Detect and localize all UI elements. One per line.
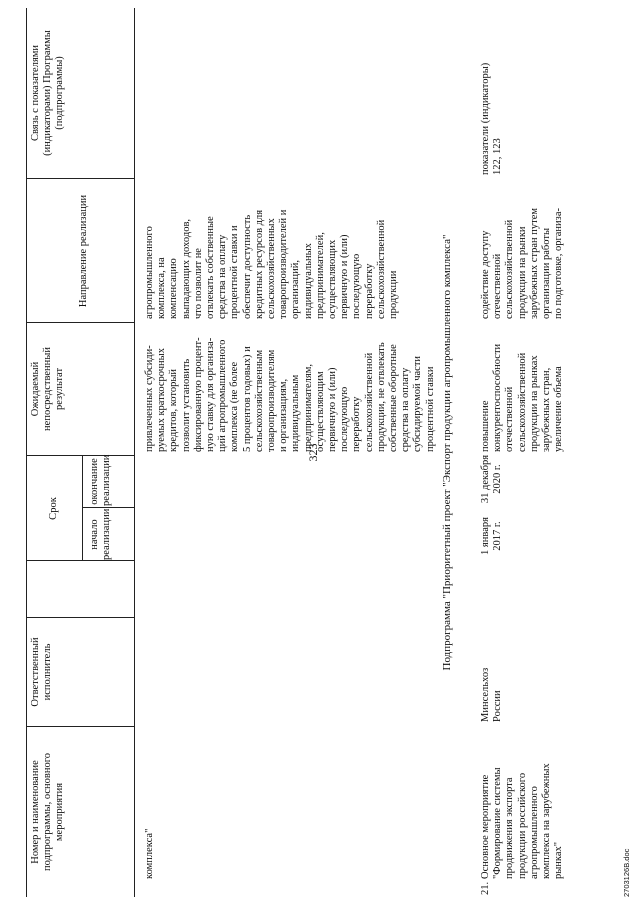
direction-line: средства на оплату [217, 234, 229, 319]
result-line: товаропроизводителям [266, 349, 278, 452]
direction-line: товаропроизводителей и [278, 209, 290, 319]
result-line: руемых краткосрочных [156, 348, 168, 452]
col-divider-1 [26, 726, 134, 727]
prev-row-direction [144, 210, 400, 319]
subprogram-title: Подпрограмма "Приоритетный проект "Экспорт продукции агропромышленного комплекса" [441, 234, 453, 671]
result-line: осуществляющим [314, 371, 326, 452]
name-line: "Формирование системы [492, 767, 504, 879]
table-top-border [26, 8, 27, 897]
result-line: первичную и (или) [327, 367, 339, 452]
link-line: показатели (индикаторы) [480, 62, 491, 175]
row21-direction [480, 208, 565, 319]
direction-line: последующую [351, 253, 363, 319]
header-start-date: начало реализации [89, 508, 112, 560]
header-direction: Направление реализации [78, 194, 89, 308]
result-line: увеличение объема [553, 366, 565, 452]
header-executor: Ответственный исполнитель [30, 637, 53, 707]
col-divider-3 [26, 560, 134, 561]
col-divider-4 [82, 507, 134, 508]
col-divider-7 [26, 178, 134, 179]
result-line: ную ставку для организа- [205, 337, 217, 452]
result-line: комплекса (не более [229, 361, 241, 452]
result-line: отечественной [504, 386, 516, 452]
header-end: окончание реализации [89, 454, 112, 506]
direction-line: продукции на рынки [516, 226, 528, 319]
executor-line: Минсельхоз [480, 667, 491, 722]
start-date-line: 2017 г. [492, 521, 504, 551]
row21-number: 21. [480, 881, 491, 895]
header-link: Связь с показателями (индикаторами) Программы (подпрограммы) [30, 30, 65, 156]
start-date-line: 1 января [480, 517, 491, 555]
result-line: сельскохозяйственным [253, 349, 265, 452]
result-line: позволит установить [180, 358, 192, 452]
result-line: средства на оплату [400, 367, 412, 452]
prev-row-result [144, 337, 437, 452]
name-line: рынках" [553, 841, 565, 879]
name-line: комплекса на зарубежных [541, 763, 553, 879]
col-divider-5 [26, 455, 134, 456]
direction-line: сельскохозяйственной [504, 219, 516, 319]
end-date-line: 31 декабря [480, 454, 491, 504]
row21-name [480, 763, 565, 879]
direction-line: организаций, [290, 260, 302, 319]
result-line: индивидуальным [290, 374, 302, 452]
result-line: зарубежных стран, [541, 367, 553, 452]
end-date-line: 2020 г. [492, 464, 504, 494]
prev-row-name: комплекса" [144, 828, 155, 879]
header-bottom-border [134, 8, 135, 897]
result-line: и организациям, [278, 378, 290, 452]
direction-line: что позволит не [192, 248, 204, 319]
header-result: Ожидаемый непосредственный результат [30, 347, 65, 431]
direction-line: отвлекать собственные [205, 216, 217, 319]
direction-line: переработку [363, 263, 375, 319]
result-line: предпринимателям, [302, 363, 314, 452]
direction-line: кредитных ресурсов для [253, 209, 265, 319]
result-line: последующую [339, 386, 351, 452]
result-line: субсидируемой части [412, 355, 424, 452]
direction-line: содействие доступу [480, 230, 491, 319]
result-line: привлеченных субсиди- [144, 345, 155, 452]
result-line: повышение [480, 400, 491, 452]
link-line: 122, 123 [492, 138, 504, 175]
result-line: собственные оборотные [388, 344, 400, 452]
direction-line: по подготовке, организа- [553, 208, 565, 319]
direction-line: зарубежных стран путем [528, 208, 540, 319]
name-line: Основное мероприятие [480, 774, 491, 879]
result-line: 5 процентов годовых) и [241, 346, 253, 452]
name-line: продвижения экспорта [504, 777, 516, 879]
executor-line: России [492, 690, 504, 722]
result-line: переработку [351, 396, 363, 452]
direction-line: первичную и (или) [339, 234, 351, 319]
result-line: ций агропромышленного [217, 339, 229, 452]
direction-line: отечественной [492, 253, 504, 319]
header-srok-divider [82, 456, 83, 561]
header-srok: Срок [48, 497, 59, 520]
result-line: кредитов, который [168, 368, 180, 452]
direction-line: сельскохозяйственной [375, 219, 387, 319]
direction-line: продукции [388, 270, 400, 319]
result-line: процентной ставки [424, 366, 436, 452]
direction-line: процентной ставки и [229, 225, 241, 319]
result-line: продукции на рынках [528, 355, 540, 452]
result-line: конкурентоспособности [492, 343, 504, 452]
result-line: продукции, не отвлекать [375, 342, 387, 452]
page-number: 323 [306, 443, 320, 462]
name-line: продукции российского [516, 772, 528, 879]
direction-line: комплекса, на [156, 257, 168, 319]
direction-line: обеспечит доступность [241, 214, 253, 319]
direction-line: предпринимателей, [314, 232, 326, 319]
result-line: сельскохозяйственной [363, 352, 375, 452]
col-divider-2 [26, 617, 134, 618]
col-divider-6 [26, 322, 134, 323]
result-line: сельскохозяйственной [516, 352, 528, 452]
direction-line: организации работы [541, 227, 553, 319]
header-subprogram-name: Номер и наименование подпрограммы, основного мероприятия [30, 753, 65, 872]
direction-line: осуществляющих [327, 239, 339, 319]
row21-link [480, 63, 504, 175]
direction-line: сельскохозяйственных [266, 218, 278, 319]
direction-line: агропромышленного [144, 226, 155, 319]
row21-result [480, 344, 565, 452]
name-line: агропромышленного [528, 786, 540, 879]
row21-end [480, 451, 504, 507]
direction-line: индивидуальных [302, 243, 314, 319]
result-line: фиксированную процент- [192, 337, 204, 452]
row21-executor [480, 668, 504, 722]
file-footer: 2703126В.doc [622, 848, 631, 897]
direction-line: выпадающих доходов, [180, 218, 192, 319]
direction-line: компенсацию [168, 258, 180, 319]
row21-start [480, 511, 504, 561]
